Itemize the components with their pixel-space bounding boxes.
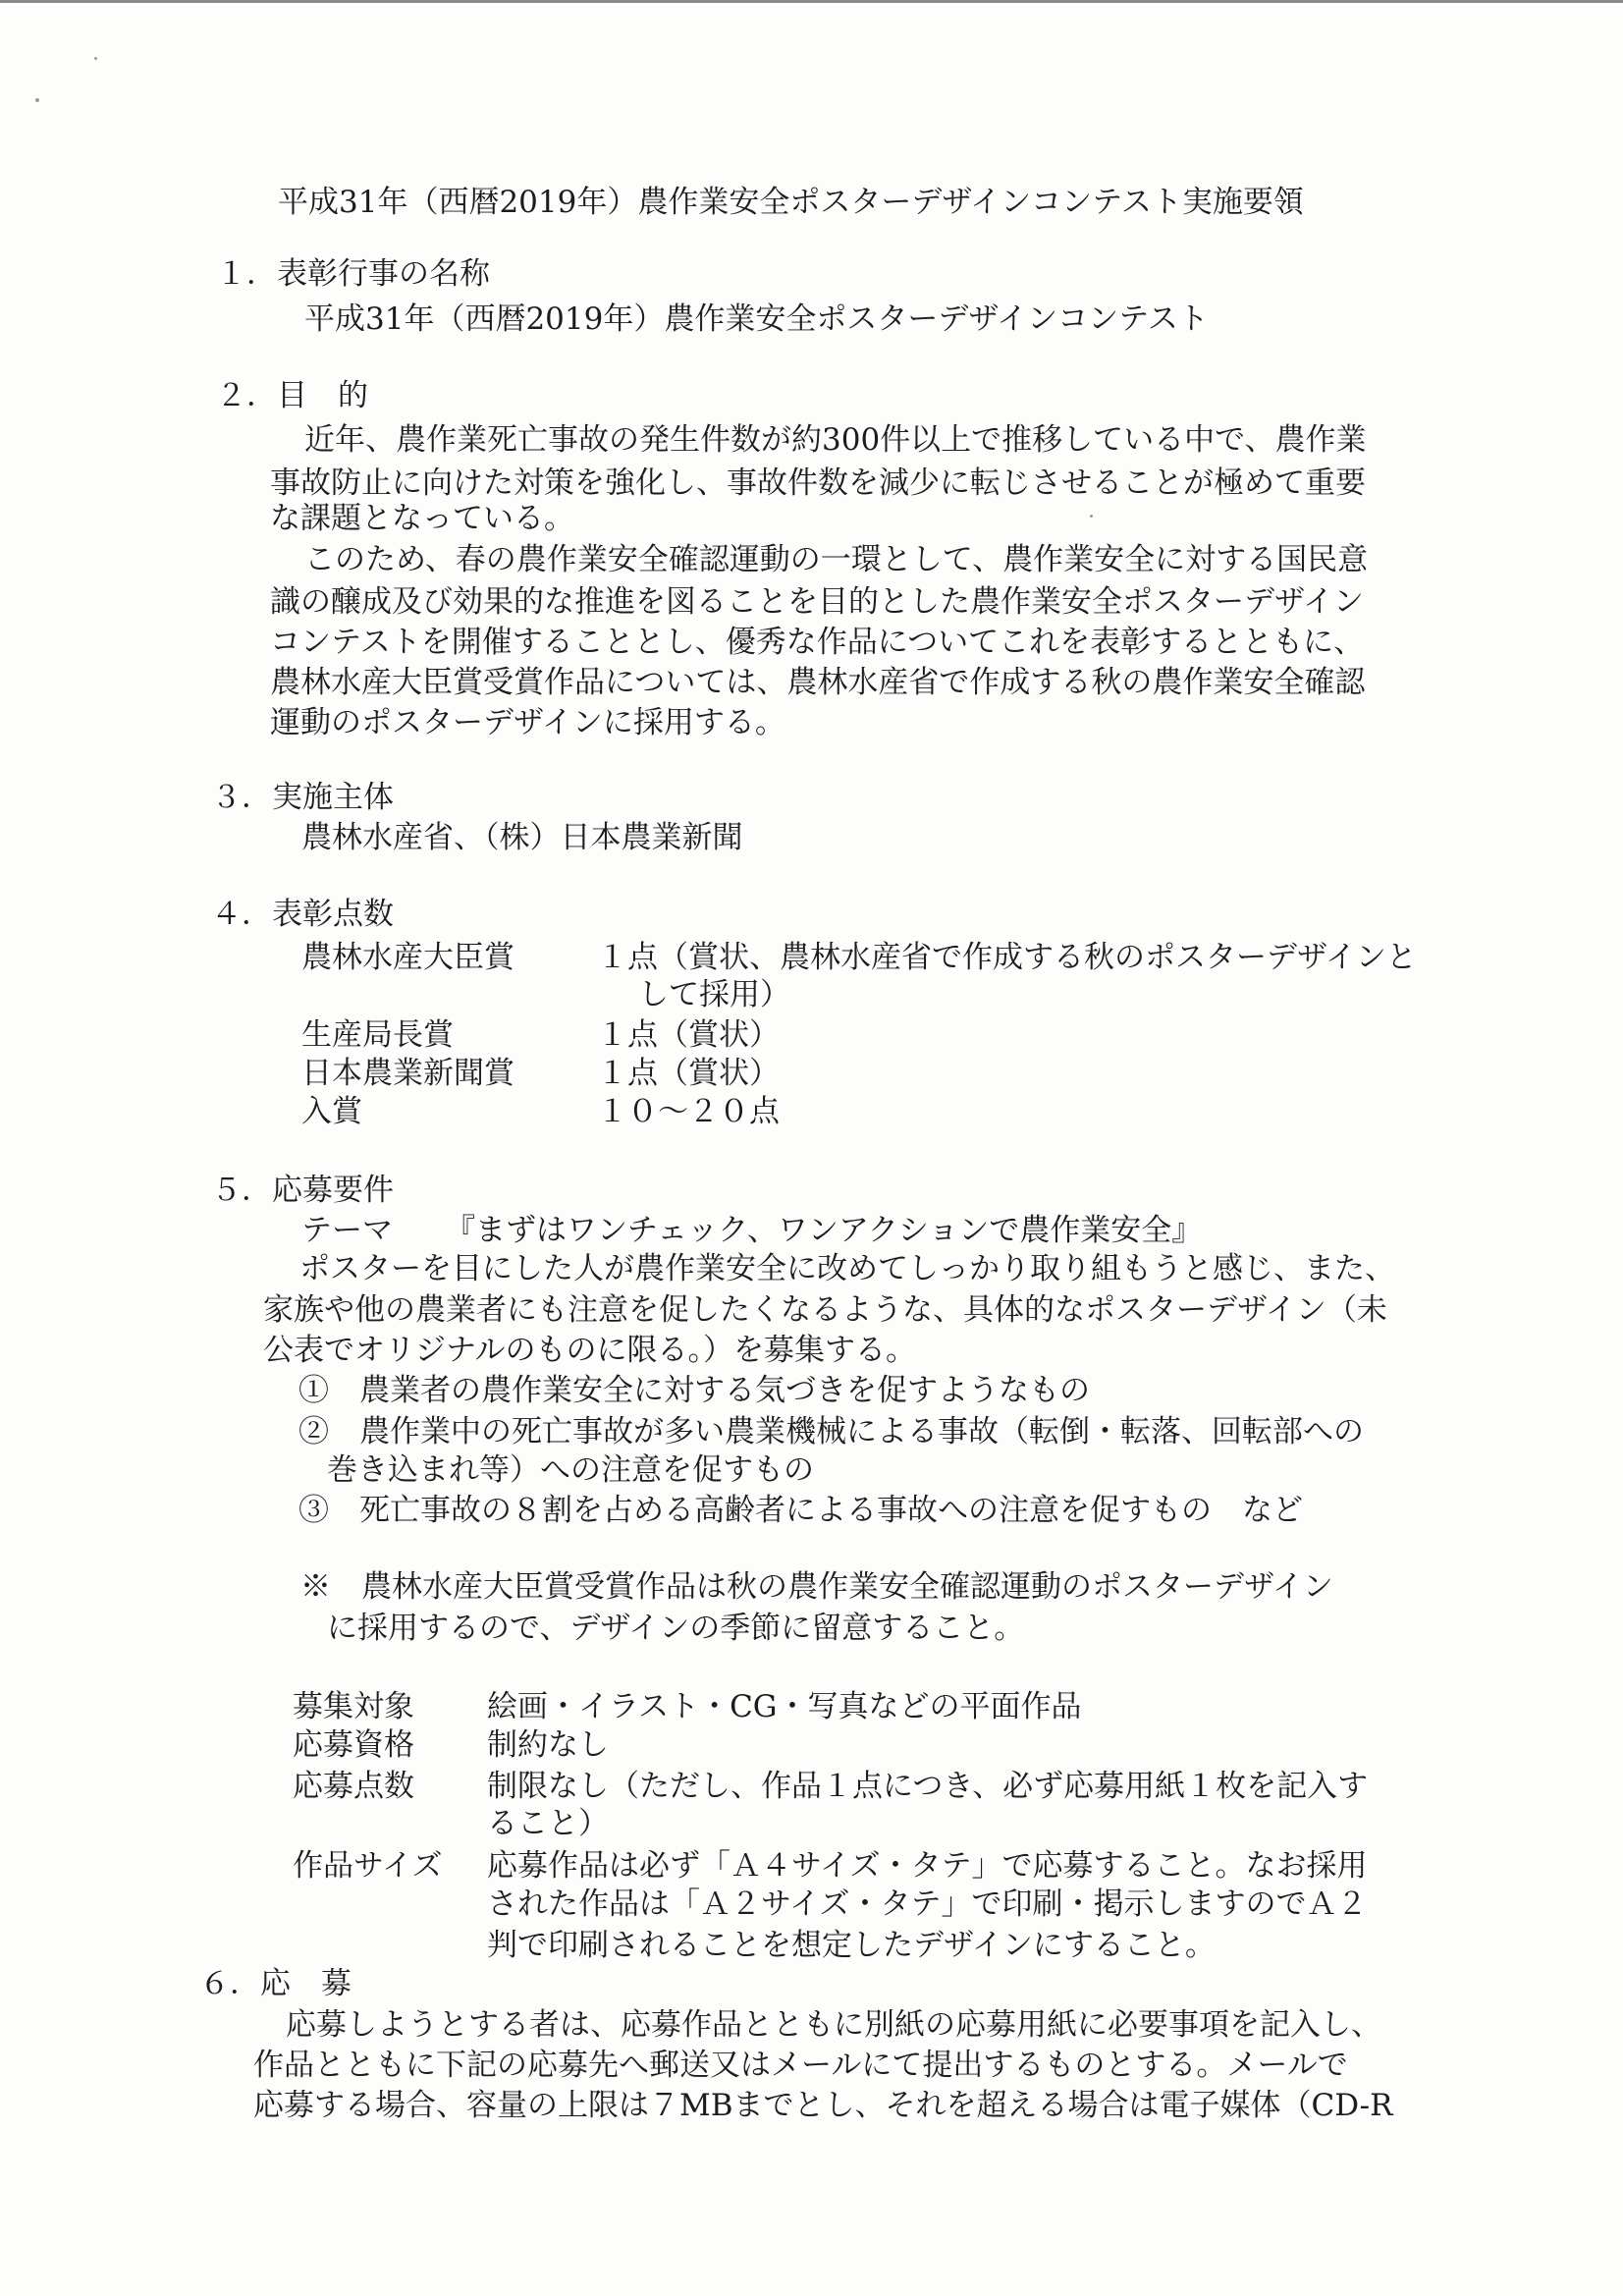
section-2-heading: ２．目 的 xyxy=(216,378,368,413)
section-3-body: 農林水産省、（株）日本農業新聞 xyxy=(301,820,743,855)
section-1-body: 平成31年（西暦2019年）農作業安全ポスターデザインコンテスト xyxy=(304,301,1209,337)
detail-value-cont: 判で印刷されることを想定したデザインにすること。 xyxy=(487,1928,1216,1963)
theme-text: 『まずはワンチェック、ワンアクションで農作業安全』 xyxy=(445,1213,1203,1248)
award-name: 入賞 xyxy=(301,1094,362,1129)
detail-label: 応募資格 xyxy=(293,1727,414,1763)
section-2-line: 運動のポスターデザインに採用する。 xyxy=(270,705,785,740)
award-value-cont: して採用） xyxy=(638,977,790,1012)
note-line: ※ 農林水産大臣賞受賞作品は秋の農作業安全確認運動のポスターデザイン xyxy=(300,1569,1333,1605)
detail-value-cont: ること） xyxy=(487,1806,609,1841)
award-value: １０～２０点 xyxy=(597,1094,780,1129)
section-2-line: このため、春の農作業安全確認運動の一環として、農作業安全に対する国民意 xyxy=(304,542,1369,577)
section-2-line: コンテストを開催することとし、優秀な作品についてこれを表彰するとともに、 xyxy=(270,625,1365,660)
detail-value: 絵画・イラスト・CG・写真などの平面作品 xyxy=(487,1689,1082,1724)
section-2-line: 農林水産大臣賞受賞作品については、農林水産省で作成する秋の農作業安全確認 xyxy=(270,665,1366,700)
requirement-item: ① 農業者の農作業安全に対する気づきを促すようなもの xyxy=(298,1373,1090,1408)
scan-speck xyxy=(1090,515,1093,518)
requirement-item: ③ 死亡事故の８割を占める高齢者による事故への注意を促すもの など xyxy=(298,1493,1303,1528)
award-value: １点（賞状、農林水産省で作成する秋のポスターデザインと xyxy=(597,940,1417,975)
award-name: 日本農業新聞賞 xyxy=(301,1056,514,1091)
detail-value: 応募作品は必ず「Ａ４サイズ・タテ」で応募すること。なお採用 xyxy=(487,1848,1368,1884)
award-name: 農林水産大臣賞 xyxy=(301,940,514,975)
detail-value-cont: された作品は「Ａ２サイズ・タテ」で印刷・掲示しますのでＡ２ xyxy=(487,1886,1368,1922)
section-6-heading: ６．応 募 xyxy=(199,1966,352,2001)
detail-value: 制限なし（ただし、作品１点につき、必ず応募用紙１枚を記入す xyxy=(487,1769,1369,1804)
award-value: １点（賞状） xyxy=(597,1056,780,1091)
award-value: １点（賞状） xyxy=(597,1017,780,1053)
section-5-line: 家族や他の農業者にも注意を促したくなるような、具体的なポスターデザイン（未 xyxy=(263,1292,1387,1328)
section-2-line: 識の醸成及び効果的な推進を図ることを目的とした農作業安全ポスターデザイン xyxy=(270,584,1364,620)
scan-speck xyxy=(35,98,39,102)
section-6-line: 応募する場合、容量の上限は７MBまでとし、それを超える場合は電子媒体（CD-R xyxy=(253,2088,1393,2123)
section-6-line: 応募しようとする者は、応募作品とともに別紙の応募用紙に必要事項を記入し、 xyxy=(286,2007,1381,2043)
section-2-line: 事故防止に向けた対策を強化し、事故件数を減少に転じさせることが極めて重要 xyxy=(270,465,1366,501)
scan-speck xyxy=(94,57,97,60)
section-6-line: 作品とともに下記の応募先へ郵送又はメールにて提出するものとする。メールで xyxy=(253,2048,1348,2083)
section-5-line: 公表でオリジナルのものに限る。）を募集する。 xyxy=(263,1333,916,1368)
document-title: 平成31年（西暦2019年）農作業安全ポスターデザインコンテスト実施要領 xyxy=(278,185,1304,220)
section-2-line: 近年、農作業死亡事故の発生件数が約300件以上で推移している中で、農作業 xyxy=(304,422,1367,458)
section-5-heading: ５．応募要件 xyxy=(211,1173,394,1208)
scan-top-edge xyxy=(0,0,1623,3)
detail-label: 作品サイズ xyxy=(293,1848,443,1884)
section-3-heading: ３．実施主体 xyxy=(211,780,394,815)
award-name: 生産局長賞 xyxy=(301,1017,454,1053)
requirement-item-cont: 巻き込まれ等）への注意を促すもの xyxy=(327,1452,814,1488)
section-2-line: な課題となっている。 xyxy=(270,501,574,536)
section-1-heading: １．表彰行事の名称 xyxy=(216,256,490,292)
detail-label: 応募点数 xyxy=(293,1769,414,1804)
theme-label: テーマ xyxy=(301,1213,393,1248)
detail-label: 募集対象 xyxy=(293,1689,414,1724)
detail-value: 制約なし xyxy=(487,1727,609,1763)
note-line-cont: に採用するので、デザインの季節に留意すること。 xyxy=(327,1611,1025,1646)
section-4-heading: ４．表彰点数 xyxy=(211,897,394,932)
requirement-item: ② 農作業中の死亡事故が多い農業機械による事故（転倒・転落、回転部への xyxy=(298,1414,1364,1449)
section-5-line: ポスターを目にした人が農作業安全に改めてしっかり取り組もうと感じ、また、 xyxy=(299,1251,1395,1286)
